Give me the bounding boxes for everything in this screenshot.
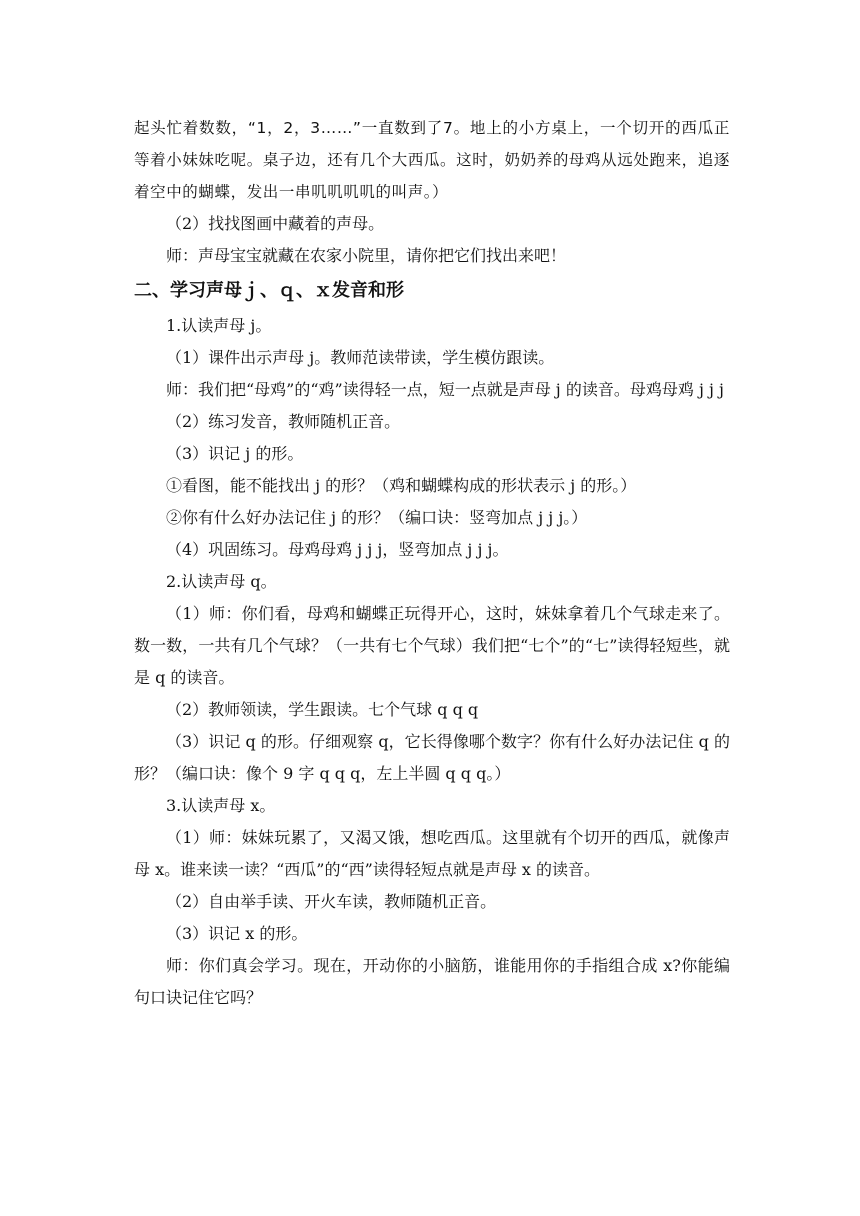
paragraph: （1）师：妹妹玩累了，又渴又饿，想吃西瓜。这里就有个切开的西瓜，就像声母 x。谁来读一读？“西瓜”的“西”读得轻短点就是声母 x 的读音。 bbox=[134, 828, 730, 879]
paragraph: （4）巩固练习。母鸡母鸡 j j j，竖弯加点 j j j。 bbox=[166, 540, 509, 559]
paragraph: ②你有什么好办法记住 j 的形？（编口诀：竖弯加点 j j j。） bbox=[166, 508, 588, 527]
paragraph-continued: 起头忙着数数，“1，2，3……”一直数到了7。地上的小方桌上，一个切开的西瓜正等着小妹妹吃呢。桌子边，还有几个大西瓜。这时，奶奶养的母鸡从远处跑来，追逐着空中的蝴蝶，发出一串叽叽叽叽的叫声。） bbox=[134, 119, 730, 201]
paragraph: （3）识记 x 的形。 bbox=[166, 924, 308, 943]
section-heading: 二、学习声母ｊ、ｑ、ｘ发音和形 bbox=[134, 280, 404, 301]
paragraph: 师：我们把“母鸡”的“鸡”读得轻一点，短一点就是声母 j 的读音。母鸡母鸡 j j j bbox=[166, 380, 724, 399]
paragraph: 2.认读声母 q。 bbox=[166, 572, 277, 591]
paragraph: （1）课件出示声母 j。教师范读带读，学生模仿跟读。 bbox=[166, 348, 555, 367]
paragraph: 师：声母宝宝就藏在农家小院里，请你把它们找出来吧！ bbox=[166, 246, 567, 265]
paragraph: （1）师：你们看，母鸡和蝴蝶正玩得开心，这时，妹妹拿着几个气球走来了。数一数，一共有几个气球？（一共有七个气球）我们把“七个”的“七”读得轻短些，就是 q 的读音。 bbox=[134, 604, 730, 687]
paragraph: ①看图，能不能找出 j 的形？（鸡和蝴蝶构成的形状表示 j 的形。） bbox=[166, 476, 637, 495]
document-body bbox=[134, 112, 730, 1014]
paragraph: （2）练习发音，教师随机正音。 bbox=[166, 412, 401, 431]
paragraph: （3）识记 j 的形。 bbox=[166, 444, 304, 463]
paragraph: （2）自由举手读、开火车读，教师随机正音。 bbox=[166, 892, 497, 911]
paragraph: 3.认读声母 x。 bbox=[166, 796, 276, 815]
paragraph: 师：你们真会学习。现在，开动你的小脑筋，谁能用你的手指组合成 x?你能编句口诀记住它吗？ bbox=[134, 956, 730, 1007]
paragraph: （3）识记 q 的形。仔细观察 q，它长得像哪个数字？你有什么好办法记住 q 的形？（编口诀：像个 9 字 q q q，左上半圆 q q q。） bbox=[134, 732, 730, 783]
paragraph: （2）教师领读，学生跟读。七个气球 q q q bbox=[166, 700, 479, 719]
paragraph: 1.认读声母 j。 bbox=[166, 316, 272, 335]
paragraph: （2）找找图画中藏着的声母。 bbox=[166, 214, 385, 233]
